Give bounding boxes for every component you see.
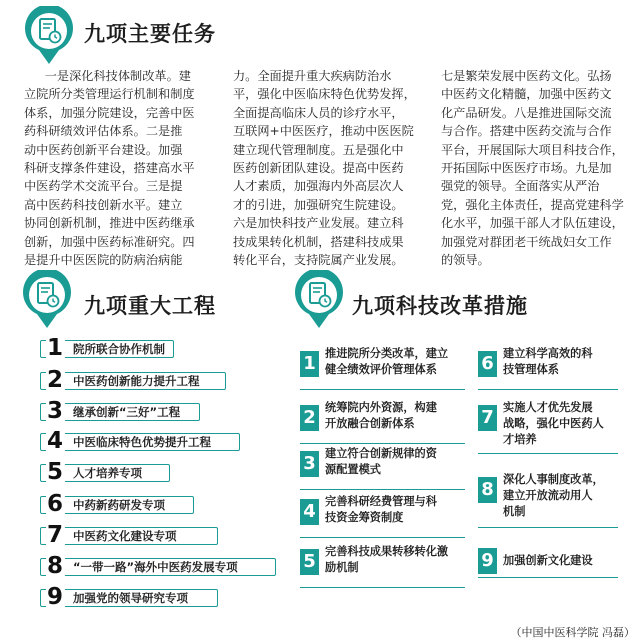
project-label: 中医药创新能力提升工程 bbox=[73, 374, 200, 388]
projects-title: 九项重大工程 bbox=[84, 294, 216, 318]
project-item-9 bbox=[40, 584, 218, 610]
reform-number: 4 bbox=[300, 499, 319, 525]
project-item-8 bbox=[40, 553, 276, 579]
reform-item-7: 7 实施人才优先发展 战略，强化中医药人 才培养 bbox=[478, 400, 618, 454]
reform-item-4: 4 完善科研经费管理与科 技资金筹资制度 bbox=[300, 494, 465, 538]
project-label: 人才培养专项 bbox=[73, 466, 142, 480]
project-item-7 bbox=[40, 522, 218, 548]
photo-credit: （中国中医科学院 冯磊） bbox=[510, 626, 635, 639]
project-number: 3 bbox=[47, 398, 64, 424]
reforms-title: 九项科技改革措施 bbox=[352, 294, 528, 318]
reform-item-3: 3 建立符合创新规律的资 源配置模式 bbox=[300, 446, 465, 490]
reform-number: 1 bbox=[300, 351, 319, 377]
project-number: 9 bbox=[47, 584, 64, 610]
project-item-4 bbox=[40, 428, 240, 454]
project-number: 2 bbox=[47, 367, 64, 393]
project-label: 中药新药研发专项 bbox=[73, 498, 165, 512]
reform-number: 5 bbox=[300, 549, 319, 575]
reform-item-1: 1 推进院所分类改革，建立 健全绩效评价管理体系 bbox=[300, 346, 465, 390]
project-number: 8 bbox=[47, 553, 64, 579]
reform-number: 3 bbox=[300, 451, 319, 477]
reform-item-8: 8 深化人事制度改革， 建立开放流动用人 机制 bbox=[478, 472, 618, 528]
reform-number: 6 bbox=[478, 351, 497, 377]
project-label: 继承创新“三好”工程 bbox=[73, 405, 181, 419]
project-number: 6 bbox=[47, 491, 64, 517]
project-label: 中医临床特色优势提升工程 bbox=[73, 435, 211, 449]
tasks-title: 九项主要任务 bbox=[84, 22, 216, 46]
reform-item-6: 6 建立科学高效的科 技管理体系 bbox=[478, 346, 618, 390]
reform-item-2: 2 统筹院内外资源，构建 开放融合创新体系 bbox=[300, 400, 465, 444]
document-clock-icon bbox=[20, 270, 74, 330]
reform-number: 2 bbox=[300, 405, 319, 431]
reform-number: 9 bbox=[478, 548, 497, 574]
project-label: 院所联合协作机制 bbox=[73, 342, 165, 356]
project-item-3 bbox=[40, 398, 200, 424]
project-item-1 bbox=[40, 335, 174, 361]
project-number: 7 bbox=[47, 522, 64, 548]
document-clock-icon bbox=[292, 270, 346, 330]
project-number: 4 bbox=[47, 428, 64, 454]
project-label: “一带一路”海外中医药发展专项 bbox=[73, 560, 238, 574]
project-item-6 bbox=[40, 491, 194, 517]
reform-item-5: 5 完善科技成果转移转化激 励机制 bbox=[300, 544, 465, 588]
tasks-column-3: 七是繁荣发展中医药文化。弘扬 中医药文化精髓，加强中医药文 化产品研发。八是推进国际交流 与合作。搭建中医药交流与合作 平台，开展国际大项目科技合作， 开拓国际中医医疗市场。九是加 强党的领导。全面落实从严治 党，强化主体责任，提高党建科学 化水平，加强干部人才队伍建设， 加强党对群团老干统战妇女工作 的领导。 bbox=[441, 69, 624, 268]
reform-number: 7 bbox=[478, 405, 497, 431]
tasks-column-1: 一是深化科技体制改革。建 立院所分类管理运行机制和制度 体系，加强分院建设，完善中医 药科研绩效评估体系。二是推 动中医药创新平台建设。加强 科研支撑条件建设，搭建高水平 中医药学术交流平台。三是提 高中医药科技创新水平。建立 协同创新机制，推进中医药继承 创新，加强中医药标准研究。四 是提升中医医院的防病治病能 bbox=[24, 69, 195, 268]
project-number: 1 bbox=[47, 335, 64, 361]
project-item-5 bbox=[40, 459, 170, 485]
project-item-2 bbox=[40, 367, 226, 393]
project-number: 5 bbox=[47, 459, 64, 485]
project-label: 加强党的领导研究专项 bbox=[73, 591, 188, 605]
tasks-column-2: 力。全面提升重大疾病防治水 平，强化中医临床特色优势发挥， 全面提高临床人员的诊疗水平， 互联网+中医医疗，推动中医医院 建立现代管理制度。五是强化中 医药创新团队建设。提高中医药 人才素质，加强海内外高层次人 才的引进，加强研究生院建设。 六是加快科技产业发展。建立科 技成果转化机制，搭建科技成果 转化平台，支持院属产业发展。 bbox=[233, 69, 416, 268]
project-label: 中医药文化建设专项 bbox=[73, 529, 177, 543]
reform-number: 8 bbox=[478, 477, 497, 503]
document-clock-icon bbox=[22, 6, 76, 66]
reform-item-9: 9 加强创新文化建设 bbox=[478, 548, 618, 578]
